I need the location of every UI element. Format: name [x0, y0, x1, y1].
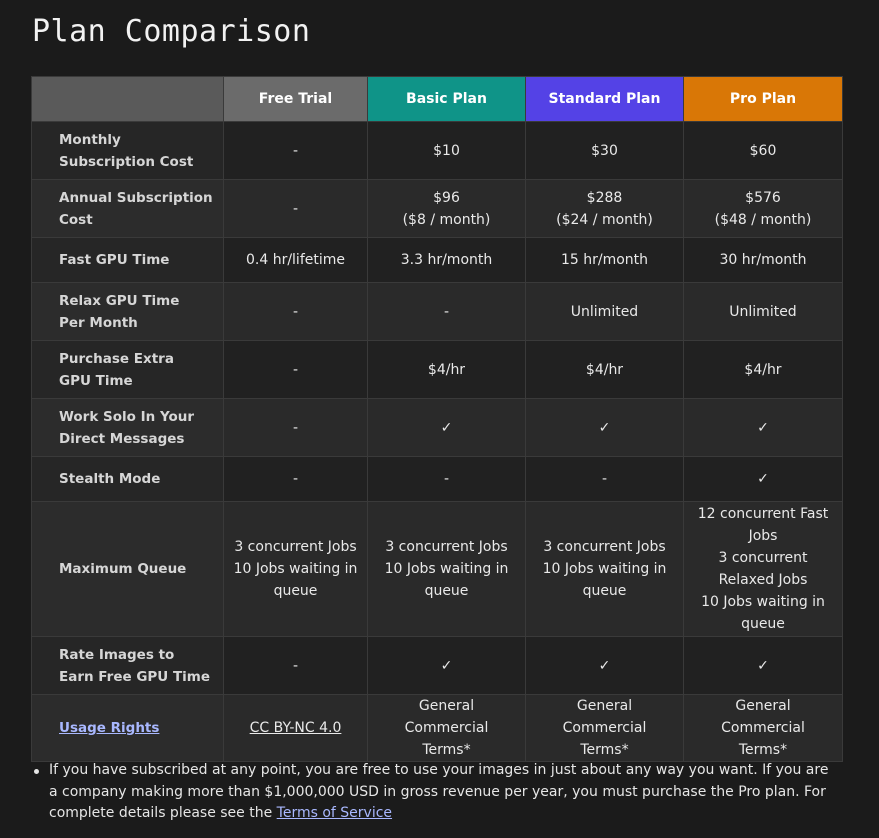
- cell-free-trial: [224, 457, 368, 502]
- cell-text: Unlimited: [729, 303, 797, 320]
- cell-text: queue: [741, 616, 785, 632]
- cell-standard-plan: [526, 341, 684, 399]
- cell-text: $60: [749, 142, 777, 159]
- cell-text: -: [292, 303, 299, 320]
- row-label: [32, 180, 224, 238]
- cell-pro-plan: [684, 238, 843, 283]
- cell-standard-plan: [526, 122, 684, 180]
- row-label-line: Rate Images to: [59, 646, 175, 663]
- usage-rights-link[interactable]: Usage Rights: [59, 720, 160, 736]
- cell-text: 10 Jobs waiting in: [384, 561, 509, 577]
- cell-text: -: [292, 657, 299, 674]
- cell-standard-plan: [526, 180, 684, 238]
- cell-text: Unlimited: [570, 303, 639, 320]
- cell-free-trial: [224, 502, 368, 637]
- cell-text: -: [601, 471, 608, 487]
- row-label: [32, 122, 224, 180]
- cell-text: -: [292, 200, 299, 217]
- cell-basic-plan: [368, 283, 526, 341]
- cell-basic-plan: [368, 695, 526, 762]
- cell-text: -: [292, 471, 299, 487]
- cell-pro-plan: [684, 399, 843, 457]
- row-label: [32, 502, 224, 637]
- table-row: [32, 283, 843, 341]
- check-icon: ✓: [440, 419, 453, 436]
- row-label: [32, 341, 224, 399]
- cell-text: queue: [582, 583, 627, 599]
- cell-basic-plan: [368, 502, 526, 637]
- row-label-line: Stealth Mode: [59, 471, 161, 487]
- header-basic-plan: Basic Plan: [368, 77, 526, 122]
- cell-standard-plan: [526, 283, 684, 341]
- check-icon: ✓: [440, 657, 453, 674]
- cell-standard-plan: [526, 637, 684, 695]
- cell-text: Terms*: [580, 742, 629, 758]
- table-header-row: [32, 77, 843, 122]
- check-icon: ✓: [757, 471, 769, 487]
- cell-text: -: [443, 303, 450, 320]
- check-icon: ✓: [598, 657, 611, 674]
- row-label: [32, 283, 224, 341]
- cell-text: 10 Jobs waiting in: [233, 561, 358, 577]
- row-label-line: Relax GPU Time: [59, 292, 180, 309]
- cell-pro-plan: [684, 502, 843, 637]
- table-row: [32, 122, 843, 180]
- cell-text: $576: [745, 189, 781, 206]
- check-icon: ✓: [598, 419, 611, 436]
- table-row: [32, 637, 843, 695]
- cell-free-trial: [224, 283, 368, 341]
- table-row: [32, 399, 843, 457]
- row-label: [32, 637, 224, 695]
- cell-standard-plan: [526, 457, 684, 502]
- cell-basic-plan: [368, 122, 526, 180]
- check-icon: ✓: [757, 419, 769, 436]
- cell-text: $4/hr: [427, 361, 466, 378]
- cell-text: Jobs: [748, 528, 778, 544]
- cell-text: -: [292, 142, 299, 159]
- cell-text: 15 hr/month: [560, 252, 649, 268]
- cell-basic-plan: [368, 457, 526, 502]
- cell-text: 3.3 hr/month: [400, 252, 493, 268]
- row-label-line: Earn Free GPU Time: [59, 668, 211, 685]
- cell-text: $10: [433, 142, 460, 159]
- cell-free-trial: [224, 341, 368, 399]
- cell-text: 3 concurrent Jobs: [234, 539, 357, 555]
- cell-text: General Commercial: [404, 698, 489, 736]
- row-label: [32, 399, 224, 457]
- cell-text: Terms*: [422, 742, 471, 758]
- table-row: [32, 238, 843, 283]
- cell-pro-plan: [684, 180, 843, 238]
- table-row: [32, 457, 843, 502]
- cell-text: ($8 / month): [402, 211, 491, 228]
- row-label-line: Maximum Queue: [59, 561, 187, 577]
- cell-text: -: [292, 419, 299, 436]
- cell-pro-plan: [684, 283, 843, 341]
- cell-pro-plan: [684, 637, 843, 695]
- footnote-text: If you have subscribed at any point, you are free to use your images in just about any way you want. If you are a company making more than $1,000,000 USD in gross revenue per year, you must purchase the Pro plan. For complete details please see the: [49, 762, 829, 821]
- cell-text: 12 concurrent Fast: [697, 506, 829, 522]
- cell-standard-plan: [526, 399, 684, 457]
- cell-text: ($48 / month): [714, 211, 812, 228]
- row-label-line: Work Solo In Your: [59, 408, 195, 425]
- row-label-line: Fast GPU Time: [59, 252, 170, 268]
- table-body: [32, 122, 843, 762]
- cell-text: General Commercial: [721, 698, 805, 736]
- cell-text: 3 concurrent Jobs: [385, 539, 508, 555]
- footnote-item: [32, 760, 832, 825]
- page-title: Plan Comparison: [32, 14, 311, 49]
- cell-pro-plan: [684, 341, 843, 399]
- cell-text: Relaxed Jobs: [718, 572, 808, 588]
- row-label: [32, 695, 224, 762]
- cell-text: $30: [591, 142, 618, 159]
- header-pro-plan: Pro Plan: [684, 77, 843, 122]
- cell-free-trial: [224, 637, 368, 695]
- row-label-line: Direct Messages: [59, 430, 185, 447]
- row-label-line: Annual Subscription: [59, 189, 213, 206]
- cell-standard-plan: [526, 502, 684, 637]
- cell-standard-plan: [526, 238, 684, 283]
- license-link[interactable]: CC BY-NC 4.0: [249, 720, 342, 736]
- cell-free-trial: [224, 180, 368, 238]
- row-label-line: GPU Time: [59, 372, 133, 389]
- cell-free-trial: [224, 238, 368, 283]
- check-icon: ✓: [757, 657, 769, 674]
- header-free-trial: Free Trial: [224, 77, 368, 122]
- terms-of-service-link[interactable]: Terms of Service: [276, 805, 393, 821]
- cell-basic-plan: [368, 341, 526, 399]
- cell-basic-plan: [368, 238, 526, 283]
- cell-basic-plan: [368, 399, 526, 457]
- cell-text: 3 concurrent: [718, 550, 808, 566]
- row-label: [32, 457, 224, 502]
- cell-text: 30 hr/month: [719, 252, 807, 268]
- cell-text: ($24 / month): [556, 211, 653, 228]
- cell-standard-plan: [526, 695, 684, 762]
- header-standard-plan: Standard Plan: [526, 77, 684, 122]
- table-row: [32, 180, 843, 238]
- cell-text: 10 Jobs waiting in: [701, 594, 825, 610]
- cell-text: $288: [586, 189, 623, 206]
- table-row: [32, 695, 843, 762]
- row-label: [32, 238, 224, 283]
- plan-comparison-table: [31, 76, 843, 762]
- cell-text: $4/hr: [585, 361, 624, 378]
- cell-basic-plan: [368, 180, 526, 238]
- header-corner: [32, 77, 224, 122]
- cell-free-trial: [224, 122, 368, 180]
- row-label-line: Subscription Cost: [59, 153, 194, 170]
- cell-basic-plan: [368, 637, 526, 695]
- cell-text: -: [292, 361, 299, 378]
- cell-text: Terms*: [738, 742, 788, 758]
- cell-text: $96: [433, 189, 460, 206]
- cell-pro-plan: [684, 695, 843, 762]
- cell-free-trial: [224, 399, 368, 457]
- table-row: [32, 502, 843, 637]
- row-label-line: Per Month: [59, 314, 138, 331]
- row-label-line: Purchase Extra: [59, 350, 174, 367]
- cell-text: queue: [424, 583, 469, 599]
- cell-text: 10 Jobs waiting in: [542, 561, 667, 577]
- cell-text: 0.4 hr/lifetime: [245, 252, 345, 268]
- cell-free-trial: [224, 695, 368, 762]
- cell-text: $4/hr: [744, 361, 782, 378]
- cell-text: General Commercial: [562, 698, 647, 736]
- cell-text: queue: [273, 583, 318, 599]
- row-label-line: Monthly: [59, 131, 121, 148]
- row-label-line: Cost: [59, 211, 93, 228]
- cell-text: 3 concurrent Jobs: [543, 539, 666, 555]
- footnote-list: [32, 760, 832, 825]
- cell-pro-plan: [684, 457, 843, 502]
- cell-text: -: [443, 471, 450, 487]
- cell-pro-plan: [684, 122, 843, 180]
- table-row: [32, 341, 843, 399]
